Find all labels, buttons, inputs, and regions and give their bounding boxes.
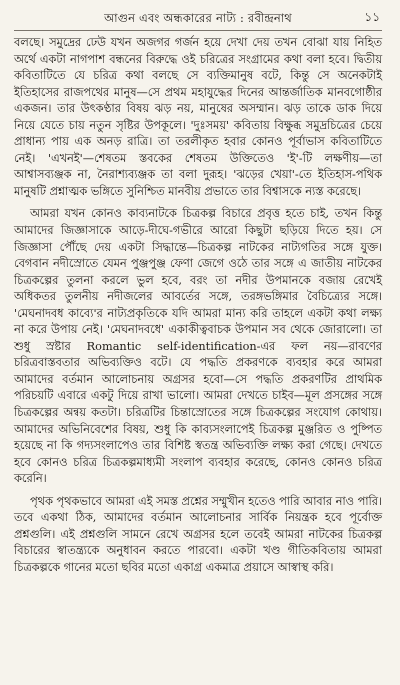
page-header [14,6,382,31]
body-text [14,35,382,577]
paragraph-3: পৃথক পৃথকভাবে আমরা এই সমস্ত প্রশ্নের সম্মুখীন হতেও পারি আবার নাও পারি। তবে একথা ঠিক, আমাদের বর্তমান আলোচনার সার্বিক নিয়ন্ত্রক হবে পূর্বোক্ত প্রশ্নগুলি। এই প্রশ্নগুলি সামনে রেখে অগ্রসর হলে তবেই আমরা নাটকের চিত্রকল্প বিচারের স্বাতন্ত্র্যকে অনুধাবন করতে পারবো। একটা খণ্ড গীতিকবিতায় আমরা চিত্রকল্পকে গানের মতো ছবির মতো একাগ্র একমাত্র প্রয়াসে আস্বাস্থ করি। [14,494,382,574]
paragraph-2: আমরা যখন কোনও কাব্যনাটকে চিত্রকল্প বিচারে প্রবৃত্ত হতে চাই, তখন কিন্তু আমাদের জিজ্ঞাসাকে আড়ে-দীঘে-গভীরে আরো কিছুটা ছড়িয়ে দিতে হয়। সে জিজ্ঞাসা পৌঁছে দেয় একটা সিদ্ধান্তে—চিত্রকল্প নাটকের নাট্যগতির সঙ্গে যুক্ত। বেগবান নদীস্রোতে যেমন পুঞ্জপুঞ্জ ফেণা জেগে ওঠে তার সঙ্গে এ জাতীয় নাটকের চিত্রকল্পের তুলনা করলে ভুল হবে, বরং তা নদীর উপমানকে বজায় রেখেই অধিকতর তুলনীয় নদীজলের আবর্তের সঙ্গে, তরঙ্গভঙ্গিমার বৈচিত্র্যের সঙ্গে। 'মেঘনাদবধ কাব্যে'র নাট্যপ্রকৃতিকে যদি আমরা মান্য করি তাহলে একটা কথা লক্ষ্য না করে উপায় নেই। 'মেঘনাদবধে' একাকীত্ববাচক উপমান সব থেকে জোরালো। তা শুধু স্রষ্টার Romantic self-identification-এর ফল নয়—রাবণের চরিত্রবাস্তবতার অভিব্যক্তিও বটে। যে পদ্ধতি প্রকরণকে ব্যবহার করে আমরা আমাদের বর্তমান আলোচনায় অগ্রসর হবো—সে পদ্ধতি প্রকরণটির প্রাথমিক পরিচয়টি এবারে একটু দিয়ে রাখা ভালো। আমরা দেখতে চাইব—মূল প্রসঙ্গের সঙ্গে চিত্রকল্পের অন্বয় কতটা। চরিত্রটির চিন্তাস্রোতের সঙ্গে চিত্রকল্পের সংযোগ কোথায়। আমাদের অভিনিবেশের বিষয়, শুধু কি কাব্যসংলাপেই চিত্রকল্প মুঞ্জরিত ও পুষ্পিত হয়েছে না কি গদ্যসংলাপেও তার বিশিষ্ট স্বতন্ত্র অভিব্যক্তি লক্ষ্য করা গেছে। দেখতে হবে কোনও চরিত্র চিত্রকল্পমাধ্যমী সংলাপ ব্যবহার করেছে, কোনও কোনও চরিত্র করেনি। [14,207,382,486]
paragraph-1: বলছে। সমুদ্রের ঢেউ যখন অজগর গর্জন হয়ে দেখা দেয় তখন বোঝা যায় নিহিত অর্থে একটা নাগপাশ বন্ধনের বিরুদ্ধে ওই চরিত্রের সংগ্রামের কথা বলা হবে। দ্বিতীয় কবিতাটিতে যে চরিত্র কথা বলছে সে ব্যক্তিমানুষ বটে, কিন্তু সে অনেকটাই ইতিহাসের রাজপথের মানুষ—সে প্রথম মহাযুদ্ধের দিনের আন্তর্জাতিক মানবগোষ্ঠীর একজন। তার উৎকণ্ঠার বিষয় ঝড় নয়, মানুষের অসম্মান। ঝড় তাকে ডাক দিয়ে নিয়ে যেতে চায় নতুন সৃষ্টির উপকূলে। 'দুঃসময়' কবিতায় বিক্ষুব্ধ সমুদ্রচিত্রের চেয়ে প্রাধান্য পায় এক অনড় রাত্রি। তা তরলীকৃত হবার কোনও পূর্বাভাস কবিতাটিতে নেই। 'এখনই'—শেষতম স্তবকের শেষতম উক্তিতেও 'ই'-টি লক্ষণীয়—তা আশ্বাসব্যঞ্জক না, নৈরাশ্যব্যঞ্জক তা বলা দুরূহ। 'ঝড়ের খেয়া'-তে ইতিহাস-পথিক মানুষটি প্রশ্নাত্মক ভঙ্গিতে সুনিশ্চিত মানবীয় প্রভাতে তার বিশ্বাসকে ন্যস্ত করেছে। [14,36,382,198]
running-head: আগুন এবং অন্ধকারের নাট্য : রবীন্দ্রনাথ [104,11,292,25]
page-number: ১১ [364,10,380,24]
